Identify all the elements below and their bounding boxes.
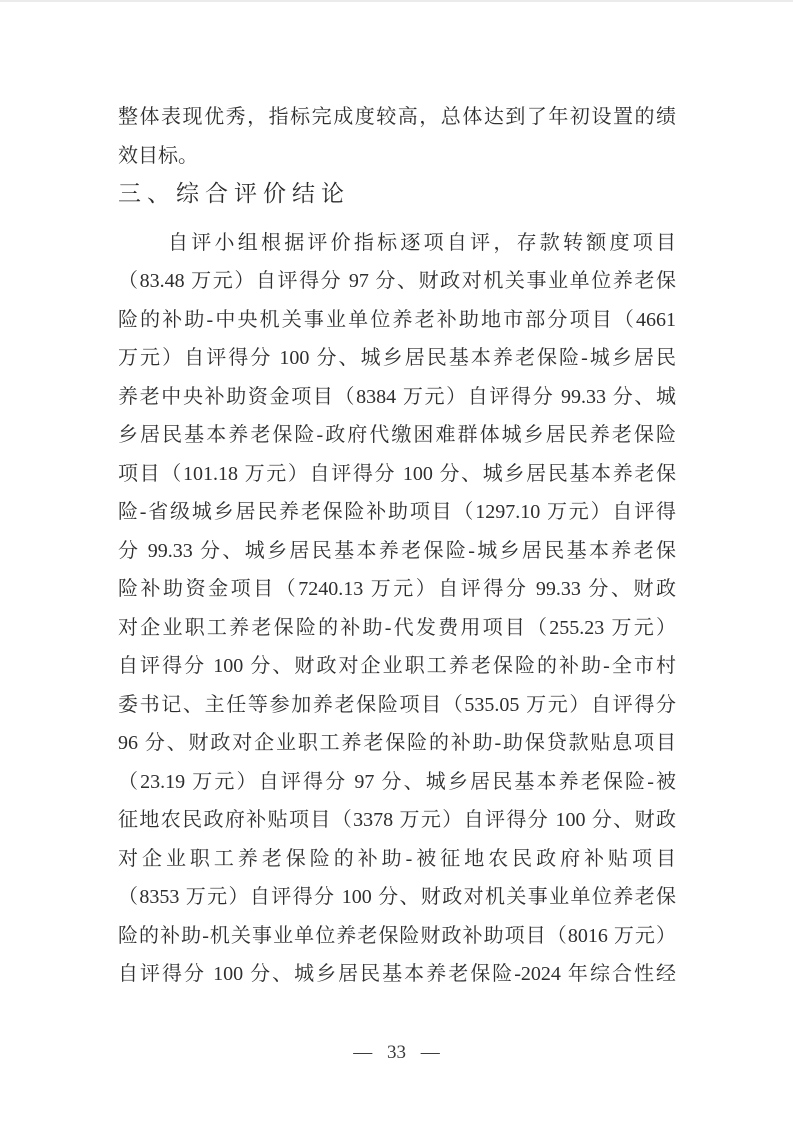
text-line: 96 分、财政对企业职工养老保险的补助-助保贷款贴息项目 bbox=[118, 732, 676, 754]
text-line: 整体表现优秀，指标完成度较高，总体达到了年初设置的绩 bbox=[118, 106, 676, 128]
text-line: （83.48 万元）自评得分 97 分、财政对机关事业单位养老保 bbox=[118, 270, 676, 292]
text-line: 养老中央补助资金项目（8384 万元）自评得分 99.33 分、城 bbox=[118, 385, 676, 408]
text-line: 项目（101.18 万元）自评得分 100 分、城乡居民基本养老保 bbox=[118, 462, 676, 485]
section-heading: 三、综合评价结论 bbox=[118, 181, 350, 206]
text-line: （23.19 万元）自评得分 97 分、城乡居民基本养老保险-被 bbox=[118, 770, 676, 793]
text-line: （8353 万元）自评得分 100 分、财政对机关事业单位养老保 bbox=[118, 886, 676, 908]
document-body bbox=[118, 98, 676, 994]
page-number: — 33 — bbox=[353, 1042, 440, 1063]
text-line: 自评小组根据评价指标逐项自评，存款转额度项目 bbox=[168, 231, 676, 254]
text-line: 险的补助-中央机关事业单位养老补助地市部分项目（4661 bbox=[118, 308, 676, 331]
text-line: 对企业职工养老保险的补助-被征地农民政府补贴项目 bbox=[118, 847, 676, 870]
text-line: 效目标。 bbox=[118, 144, 198, 167]
text-line: 分 99.33 分、城乡居民基本养老保险-城乡居民基本养老保 bbox=[118, 539, 676, 562]
text-line: 自评得分 100 分、城乡居民基本养老保险-2024 年综合性经 bbox=[118, 963, 676, 985]
text-line: 乡居民基本养老保险-政府代缴困难群体城乡居民养老保险 bbox=[118, 424, 676, 446]
text-line: 险的补助-机关事业单位养老保险财政补助项目（8016 万元） bbox=[118, 924, 676, 947]
text-line: 险补助资金项目（7240.13 万元）自评得分 99.33 分、财政 bbox=[118, 578, 676, 600]
text-line: 委书记、主任等参加养老保险项目（535.05 万元）自评得分 bbox=[118, 693, 676, 716]
text-line: 对企业职工养老保险的补助-代发费用项目（255.23 万元） bbox=[118, 616, 676, 639]
text-line: 自评得分 100 分、财政对企业职工养老保险的补助-全市村 bbox=[118, 655, 676, 677]
text-line: 征地农民政府补贴项目（3378 万元）自评得分 100 分、财政 bbox=[118, 809, 676, 831]
text-line: 险-省级城乡居民养老保险补助项目（1297.10 万元）自评得 bbox=[118, 501, 676, 523]
text-line: 万元）自评得分 100 分、城乡居民基本养老保险-城乡居民 bbox=[118, 347, 676, 369]
page-top-edge bbox=[0, 0, 793, 2]
